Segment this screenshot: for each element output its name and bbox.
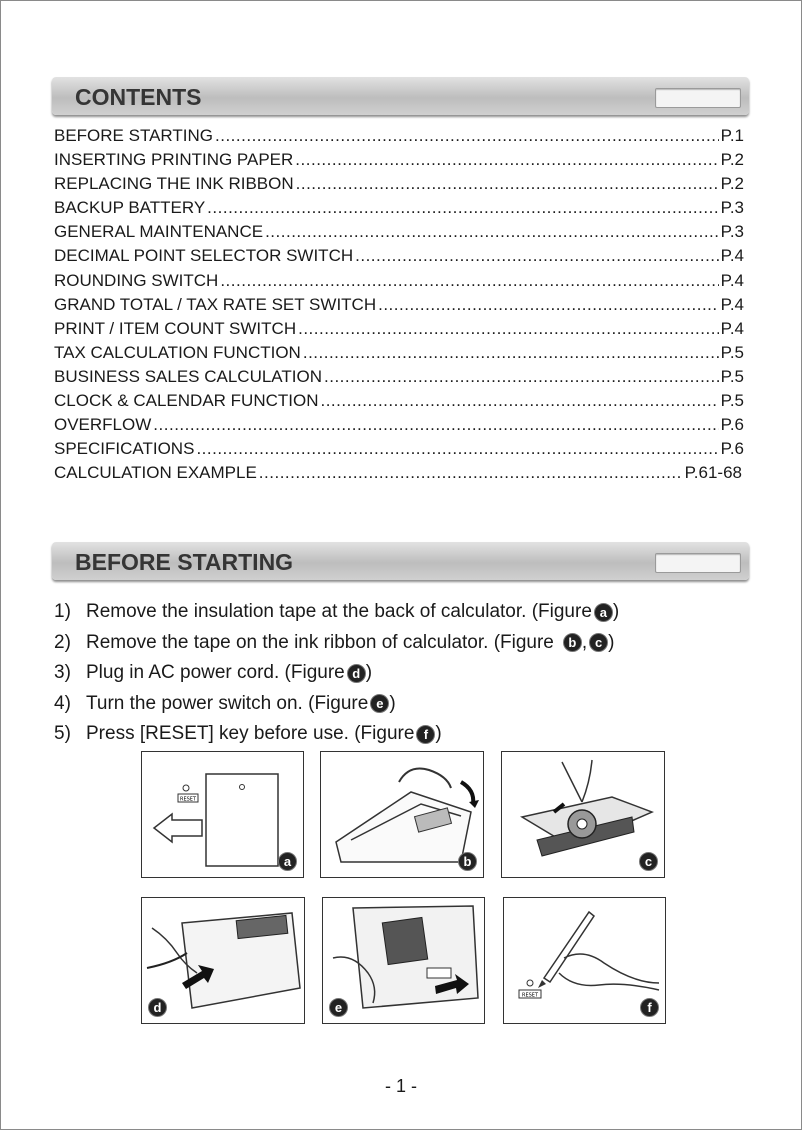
toc-leader [196,439,718,459]
figure-d-badge: d [148,998,167,1017]
figure-f-badge: f [640,998,659,1017]
toc-entry[interactable] [54,319,744,343]
figure-ref-badge: a [594,603,613,622]
toc-leader [298,319,719,339]
step-item [54,628,754,659]
toc-page: P.5 [720,342,744,362]
steps-list [54,597,754,750]
toc-entry[interactable] [54,391,744,415]
step-close: ) [435,723,442,745]
toc-entry[interactable] [54,126,744,150]
toc-page: P.61-68 [684,463,742,483]
step-text: Remove the insulation tape at the back of calculator. (Figure [86,601,592,623]
figure-c-badge: c [639,852,658,871]
step-text: Press [RESET] key before use. (Figure [86,723,415,745]
step-close: ) [612,601,620,623]
step-close: ) [365,662,373,684]
step-item [54,689,754,720]
toc-entry[interactable] [54,295,744,319]
toc-leader [207,198,719,218]
header-tab [655,88,741,108]
step-number: 3) [54,662,71,684]
toc-page: P.4 [720,246,744,266]
toc-page: P.1 [720,126,744,145]
figure-e-badge: e [329,998,348,1017]
toc-leader [296,174,719,194]
toc-entry[interactable] [54,222,744,246]
reset-label: RESET [179,796,197,803]
toc-label: BACKUP BATTERY [54,198,206,218]
toc-entry[interactable] [54,367,744,391]
toc-label: BEFORE STARTING [54,126,214,145]
toc-leader [215,126,719,146]
toc-label: OVERFLOW [54,415,152,435]
toc-leader [303,343,719,363]
toc-leader [153,415,718,435]
step-number: 2) [54,631,71,653]
toc-entry[interactable] [54,343,744,367]
figure-ref-badge: f [416,725,435,744]
toc-entry[interactable] [54,439,744,463]
toc-label: INSERTING PRINTING PAPER [54,150,294,170]
figure-b [320,751,484,878]
step-separator: , [581,631,588,653]
toc-page: P.3 [720,198,744,218]
step-close: ) [608,631,615,653]
figure-a [141,751,304,878]
toc-label: GRAND TOTAL / TAX RATE SET SWITCH [54,294,377,314]
contents-header [52,77,749,115]
reset-label: RESET [521,992,539,999]
header-tab [655,553,741,573]
toc-leader [265,222,719,242]
toc-label: SPECIFICATIONS [54,439,195,459]
toc-leader [259,463,683,483]
toc-page: P.4 [720,270,744,290]
figure-ref-badge: e [370,694,389,713]
toc-page: P.6 [720,439,744,459]
figure-e [322,897,485,1024]
step-number: 4) [54,692,71,714]
figure-a-badge: a [278,852,297,871]
toc-page: P.2 [720,150,744,170]
contents-title: CONTENTS [75,84,202,110]
toc-entry[interactable] [54,271,744,295]
figure-ref-badge: b [563,633,582,652]
figure-ref-badge: d [347,664,366,683]
step-item [54,658,754,689]
toc-label: CALCULATION EXAMPLE [54,463,257,483]
toc-label: ROUNDING SWITCH [54,270,219,290]
figure-d [141,897,305,1024]
toc-entry[interactable] [54,198,744,222]
toc-label: REPLACING THE INK RIBBON [54,174,294,194]
page-number: - 1 - [384,1076,417,1096]
figure-ref-badge: c [589,633,608,652]
toc-page: P.6 [720,415,744,435]
figure-c [501,751,665,878]
toc-page: P.5 [720,391,744,411]
toc-entry[interactable] [54,150,744,174]
toc-label: TAX CALCULATION FUNCTION [54,342,301,362]
toc-entry[interactable] [54,463,742,487]
toc-page: P.5 [720,366,744,386]
step-text: Turn the power switch on. (Figure [86,692,369,714]
step-number: 1) [54,601,71,623]
step-number: 5) [54,723,71,745]
table-of-contents [54,126,744,487]
step-text: Plug in AC power cord. (Figure [86,662,345,684]
before-starting-title: BEFORE STARTING [75,549,294,575]
toc-leader [324,367,719,387]
toc-label: GENERAL MAINTENANCE [54,222,264,242]
step-item [54,597,754,628]
toc-entry[interactable] [54,246,744,270]
toc-leader [295,150,718,170]
figure-f [503,897,666,1024]
toc-label: PRINT / ITEM COUNT SWITCH [54,318,297,338]
toc-page: P.4 [720,294,744,314]
step-item [54,719,754,750]
toc-page: P.3 [720,222,744,242]
toc-label: DECIMAL POINT SELECTOR SWITCH [54,246,354,266]
figure-b-badge: b [458,852,477,871]
toc-entry[interactable] [54,415,744,439]
toc-label: BUSINESS SALES CALCULATION [54,366,322,386]
toc-page: P.2 [720,174,744,194]
toc-label: CLOCK & CALENDAR FUNCTION [54,391,319,411]
before-starting-header [52,542,749,580]
toc-leader [355,246,719,266]
toc-leader [220,271,718,291]
toc-leader [378,295,719,315]
toc-entry[interactable] [54,174,744,198]
toc-page: P.4 [720,318,744,338]
toc-leader [320,391,718,411]
step-text: Remove the tape on the ink ribbon of calculator. (Figure [86,631,554,653]
step-close: ) [389,692,396,714]
